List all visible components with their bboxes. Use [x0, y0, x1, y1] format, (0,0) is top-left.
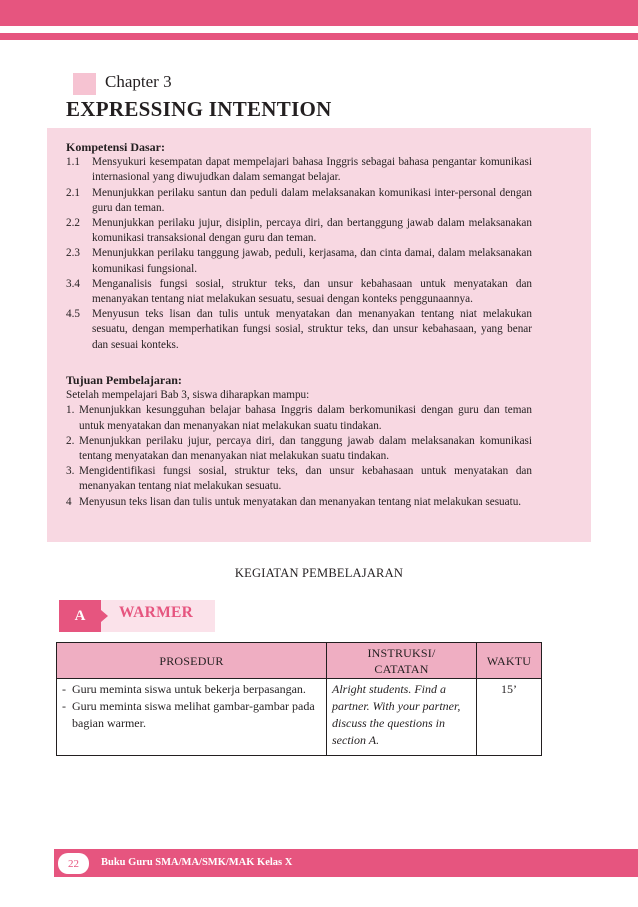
- header-prosedur: PROSEDUR: [57, 643, 327, 679]
- arrow-right-icon: [101, 610, 108, 622]
- table-header-row: [57, 643, 542, 679]
- waktu-cell: 15’: [477, 679, 542, 756]
- prosedur-cell: [57, 679, 327, 756]
- chapter-title: EXPRESSING INTENTION: [66, 97, 332, 121]
- tujuan-item: 2. Menunjukkan perilaku jujur, percaya diri, dan tanggung jawab dalam melaksanakan komunikasi tentang menyatakan dan menanyakan niat melakukan suatu tindakan.: [66, 434, 532, 463]
- tujuan-pembelajaran: [66, 373, 532, 510]
- kompetensi-item: 2.2 Menunjukkan perilaku jujur, disiplin, percaya diri, dan bertanggung jawab dalam melaksanakan komunikasi transaksional dengan guru dan teman.: [66, 217, 532, 245]
- prosedur-item: - Guru meminta siswa untuk bekerja berpasangan.: [62, 682, 306, 696]
- top-band: [0, 0, 638, 26]
- top-rule: [0, 33, 638, 40]
- footer-book-title: Buku Guru SMA/MA/SMK/MAK Kelas X: [101, 857, 293, 868]
- warmer-letter-badge: A: [59, 600, 101, 632]
- tujuan-item: 1. Menunjukkan kesungguhan belajar bahasa Inggris dalam berkomunikasi dengan guru dan teman untuk menyatakan dan menanyakan niat melakukan suatu tindakan.: [66, 404, 532, 432]
- prosedur-item: - Guru meminta siswa melihat gambar-gambar pada bagian warmer.: [62, 699, 315, 730]
- chapter-marker: [73, 73, 96, 95]
- kompetensi-item: 3.4 Menganalisis fungsi sosial, struktur teks, dan unsur kebahasaan untuk menyatakan dan menanyakan tentang niat melakukan sesuatu, sesuai dengan konteks penggunaannya.: [66, 277, 532, 306]
- header-instruksi-line1: INSTRUKSI/: [367, 645, 436, 660]
- kompetensi-item: 2.3 Menunjukkan perilaku tanggung jawab, peduli, kerjasama, dan cinta damai, dalam melaksanakan komunikasi fungsional.: [66, 247, 532, 275]
- kompetensi-heading: Kompetensi Dasar:: [66, 140, 165, 154]
- chapter-label: Chapter 3: [105, 72, 172, 91]
- page-number: 22: [58, 853, 89, 874]
- kompetensi-dasar: [66, 140, 532, 353]
- tujuan-item: 3. Mengidentifikasi fungsi sosial, struktur teks, dan unsur kebahasaan untuk menyatakan dan menanyakan tentang niat melakukan sesuatu.: [66, 465, 532, 493]
- header-instruksi-line2: CATATAN: [374, 661, 429, 676]
- kompetensi-item: 2.1 Menunjukkan perilaku santun dan peduli dalam melaksanakan komunikasi inter-personal dengan guru dan teman.: [66, 186, 532, 214]
- table-row: [57, 679, 542, 756]
- header-instruksi: [327, 643, 477, 679]
- tujuan-intro: Setelah mempelajari Bab 3, siswa diharapkan mampu:: [66, 389, 310, 402]
- procedure-table: [56, 642, 542, 756]
- tujuan-item: 4 Menyusun teks lisan dan tulis untuk menyatakan dan menanyakan tentang niat melakukan sesuatu.: [66, 495, 522, 508]
- tujuan-heading: Tujuan Pembelajaran:: [66, 373, 182, 387]
- section-heading-kegiatan: KEGIATAN PEMBELAJARAN: [234, 566, 404, 580]
- kompetensi-item: 4.5 Menyusun teks lisan dan tulis untuk menyatakan dan menanyakan tentang niat melakukan sesuatu, dengan memperhatikan fungsi sosial, struktur teks, dan unsur kebahasaan, yang benar dan sesuai konteks.: [66, 308, 532, 351]
- header-waktu: WAKTU: [477, 643, 542, 679]
- instruksi-cell: Alright students. Find a partner. With your partner, discuss the questions in section A.: [327, 679, 477, 756]
- kompetensi-item: 1.1 Mensyukuri kesempatan dapat mempelajari bahasa Inggris sebagai bahasa pengantar komunikasi internasional yang diwujudkan dalam semangat belajar.: [66, 156, 532, 184]
- warmer-title: WARMER: [119, 604, 194, 621]
